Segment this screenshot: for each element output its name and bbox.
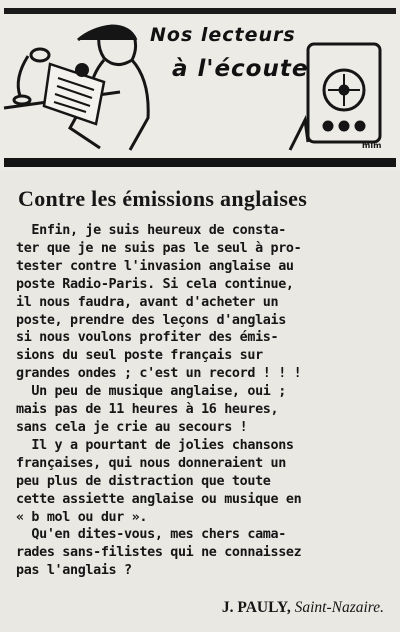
author-city: Saint-Nazaire. — [294, 599, 384, 616]
body-line: tester contre l'invasion anglaise au — [16, 258, 294, 274]
body-line: grandes ondes ; c'est un record ! ! ! — [16, 366, 302, 382]
body-line: Il y a pourtant de jolies chansons — [16, 437, 294, 453]
body-line: « b mol ou dur ». — [16, 509, 148, 525]
body-line: poste Radio-Paris. Si cela continue, — [16, 276, 294, 292]
body-line: il nous faudra, avant d'acheter un — [16, 294, 279, 310]
body-line: Un peu de musique anglaise, oui ; — [16, 384, 286, 400]
body-line: Enfin, je suis heureux de consta- — [16, 223, 286, 238]
body-line: sions du seul poste français sur — [16, 348, 263, 364]
body-line: si nous voulons profiter des émis- — [16, 330, 279, 346]
artist-signature: mim — [362, 141, 382, 150]
body-line: cette assiette anglaise ou musique en — [16, 491, 302, 507]
body-line: françaises, qui nous donneraient un — [16, 455, 286, 471]
column-heading — [150, 24, 320, 82]
article-body — [16, 222, 388, 580]
article-title: Contre les émissions anglaises — [18, 186, 308, 211]
author-name: J. PAULY, — [221, 599, 291, 616]
body-line: Qu'en dites-vous, mes chers cama- — [16, 527, 286, 543]
body-line: ter que je ne suis pas le seul à pro- — [16, 240, 302, 256]
body-line: pas l'anglais ? — [16, 563, 132, 579]
column-heading-line-1: Nos lecteurs — [150, 24, 296, 46]
body-line: peu plus de distraction que toute — [16, 473, 271, 489]
body-line: poste, prendre des leçons d'anglais — [16, 312, 286, 328]
column-heading-line-2: à l'écoute — [172, 56, 309, 82]
header-bottom-rule — [4, 158, 396, 167]
letter-article — [0, 170, 400, 632]
body-line: sans cela je crie au secours ! — [16, 419, 248, 435]
body-line: mais pas de 11 heures à 16 heures, — [16, 402, 279, 418]
byline — [0, 599, 384, 617]
column-header — [0, 0, 400, 170]
body-line: rades sans-filistes qui ne connaissez — [16, 545, 302, 561]
lamp-icon — [14, 49, 49, 104]
